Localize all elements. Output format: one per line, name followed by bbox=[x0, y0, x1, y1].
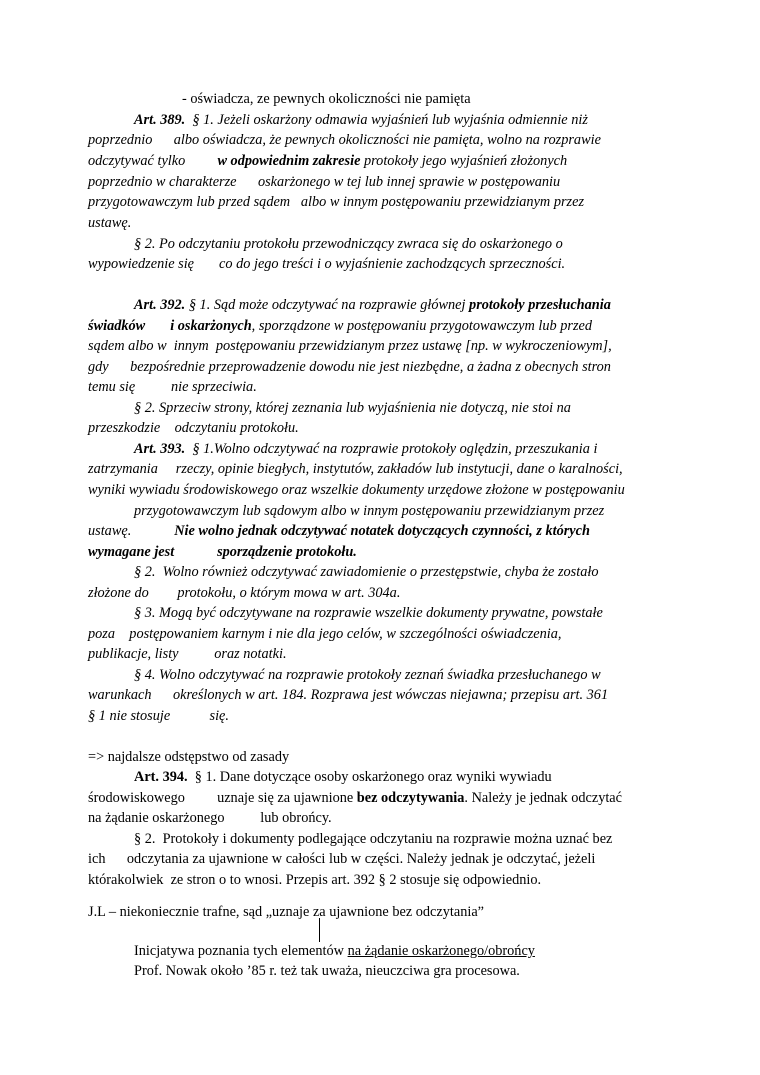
text-segment: publikacje, listy oraz notatki. bbox=[88, 646, 287, 662]
text-segment bbox=[145, 318, 170, 334]
bold-text: w odpowiednim zakresie bbox=[217, 153, 361, 169]
text-segment: § 1. Sąd może odczytywać na rozprawie głównej bbox=[185, 297, 470, 313]
text-line bbox=[88, 544, 357, 560]
text-segment: ustawę. bbox=[88, 523, 175, 539]
text-segment: warunkach określonych w art. 184. Rozprawa jest wówczas niejawna; przepisu art. 361 bbox=[88, 687, 609, 703]
text-line bbox=[88, 851, 595, 867]
text-line bbox=[88, 585, 400, 601]
text-segment: gdy bezpośrednie przeprowadzenie dowodu nie jest niezbędne, a żadna z obecnych stron bbox=[88, 359, 611, 375]
text-line bbox=[134, 605, 603, 621]
bold-text: Art. 393. bbox=[134, 441, 186, 457]
text-segment: środowiskowego uznaje się za ujawnione bbox=[88, 790, 357, 806]
text-segment: którakolwiek ze stron o to wnosi. Przepis art. 392 § 2 stosuje się odpowiednio. bbox=[88, 872, 542, 888]
text-segment: => najdalsze odstępstwo od zasady bbox=[88, 749, 290, 765]
text-segment: temu się nie sprzeciwia. bbox=[88, 379, 257, 395]
text-segment: § 3. Mogą być odczytywane na rozprawie wszelkie dokumenty prywatne, powstałe bbox=[134, 605, 603, 621]
text-line bbox=[134, 400, 571, 416]
text-line bbox=[88, 523, 590, 539]
text-line bbox=[88, 420, 299, 436]
text-segment: odczytywać tylko bbox=[88, 153, 218, 169]
text-line bbox=[134, 667, 601, 683]
text-line bbox=[134, 297, 611, 313]
text-line bbox=[134, 831, 612, 847]
text-segment: § 1. Dane dotyczące osoby oskarżonego oraz wyniki wywiadu bbox=[187, 769, 552, 785]
text-segment: przygotowawczym lub sądowym albo w innym postępowaniu przewidzianym przez bbox=[134, 503, 605, 519]
bold-text: Art. 392. bbox=[134, 297, 186, 313]
text-line bbox=[88, 626, 561, 642]
text-line bbox=[88, 379, 257, 395]
text-line bbox=[88, 646, 287, 662]
bold-text: Art. 389. bbox=[134, 112, 186, 128]
text-line bbox=[88, 215, 131, 231]
text-segment: J.L – niekoniecznie trafne, sąd „uznaje za ujawnione bez odczytania” bbox=[88, 904, 485, 920]
text-line bbox=[88, 872, 541, 888]
bold-text: bez odczytywania bbox=[356, 790, 465, 806]
text-segment: - oświadcza, ze pewnych okoliczności nie pamięta bbox=[182, 91, 471, 107]
text-line bbox=[88, 687, 608, 703]
text-segment: § 1 nie stosuje się. bbox=[88, 708, 229, 724]
text-segment: poprzednio albo oświadcza, że pewnych okoliczności nie pamięta, wolno na rozprawie bbox=[88, 132, 601, 148]
text-line bbox=[134, 503, 604, 519]
connector-line bbox=[319, 918, 320, 942]
bold-text: Nie wolno jednak odczytywać notatek dotyczących czynności, z których bbox=[174, 523, 590, 539]
text-segment: § 2. Po odczytaniu protokołu przewodniczący zwraca się do oskarżonego o bbox=[134, 236, 563, 252]
text-segment: zatrzymania rzeczy, opinie biegłych, instytutów, zakładów lub instytucji, dane o karalności, bbox=[88, 461, 623, 477]
text-segment: przygotowawczym lub przed sądem albo w innym postępowaniu przewidzianym przez bbox=[88, 194, 585, 210]
text-line bbox=[88, 708, 229, 724]
bold-text: Art. 394. bbox=[134, 769, 188, 785]
text-segment: przeszkodzie odczytaniu protokołu. bbox=[88, 420, 299, 436]
text-line bbox=[88, 749, 289, 765]
text-line bbox=[134, 441, 597, 457]
text-segment: złożone do protokołu, o którym mowa w art. 304a. bbox=[88, 585, 401, 601]
text-segment: § 1.Wolno odczytywać na rozprawie protokoły oględzin, przeszukania i bbox=[185, 441, 598, 457]
text-line bbox=[88, 153, 567, 169]
text-line bbox=[134, 943, 535, 959]
text-segment: § 2. Wolno również odczytywać zawiadomienie o przestępstwie, chyba że zostało bbox=[134, 564, 599, 580]
text-line bbox=[88, 810, 332, 826]
text-segment: na żądanie oskarżonego lub obrońcy. bbox=[88, 810, 332, 826]
text-line bbox=[134, 769, 552, 785]
text-line bbox=[182, 91, 471, 107]
text-segment: ich odczytania za ujawnione w całości lub w części. Należy jednak je odczytać, jeżeli bbox=[88, 851, 596, 867]
text-segment: . Należy je jednak odczytać bbox=[464, 790, 623, 806]
text-segment: , sporządzone w postępowaniu przygotowawczym lub przed bbox=[251, 318, 593, 334]
text-line bbox=[88, 482, 625, 498]
bold-text: i oskarżonych bbox=[170, 318, 252, 334]
text-line bbox=[88, 318, 592, 334]
text-segment: poprzednio w charakterze oskarżonego w tej lub innej sprawie w postępowaniu bbox=[88, 174, 561, 190]
text-segment: § 1. Jeżeli oskarżony odmawia wyjaśnień lub wyjaśnia odmiennie niż bbox=[185, 112, 588, 128]
text-segment: wypowiedzenie się co do jego treści i o wyjaśnienie zachodzących sprzeczności. bbox=[88, 256, 566, 272]
text-line bbox=[88, 174, 560, 190]
bold-text: protokoły przesłuchania bbox=[469, 297, 611, 313]
text-segment: § 2. Protokoły i dokumenty podlegające odczytaniu na rozprawie można uznać bez bbox=[134, 831, 613, 847]
text-line bbox=[88, 338, 612, 354]
text-segment: poza postępowaniem karnym i nie dla jego celów, w szczególności oświadczenia, bbox=[88, 626, 562, 642]
text-line bbox=[88, 132, 601, 148]
text-segment: § 4. Wolno odczytywać na rozprawie protokoły zeznań świadka przesłuchanego w bbox=[134, 667, 601, 683]
text-segment: Prof. Nowak około ’85 r. też tak uważa, nieuczciwa gra procesowa. bbox=[134, 963, 520, 979]
text-line bbox=[88, 790, 622, 806]
text-line bbox=[88, 904, 484, 920]
text-line bbox=[134, 963, 520, 979]
text-line bbox=[88, 256, 565, 272]
text-line bbox=[134, 112, 588, 128]
text-line bbox=[88, 194, 584, 210]
text-segment: ustawę. bbox=[88, 215, 132, 231]
text-line bbox=[88, 461, 623, 477]
text-segment: protokoły jego wyjaśnień złożonych bbox=[360, 153, 568, 169]
text-segment: Inicjatywa poznania tych elementów bbox=[134, 943, 348, 959]
underlined-text: na żądanie oskarżonego/obrońcy bbox=[347, 943, 535, 959]
text-line bbox=[134, 236, 563, 252]
text-segment: wyniki wywiadu środowiskowego oraz wszelkie dokumenty urzędowe złożone w postępowaniu bbox=[88, 482, 625, 498]
text-segment: sądem albo w innym postępowaniu przewidzianym przez ustawę [np. w wykroczeniowym], bbox=[88, 338, 612, 354]
bold-text: świadków bbox=[88, 318, 146, 334]
text-line bbox=[134, 564, 598, 580]
text-segment: § 2. Sprzeciw strony, której zeznania lub wyjaśnienia nie dotyczą, nie stoi na bbox=[134, 400, 571, 416]
bold-text: wymagane jest sporządzenie protokołu. bbox=[88, 544, 357, 560]
text-line bbox=[88, 359, 611, 375]
